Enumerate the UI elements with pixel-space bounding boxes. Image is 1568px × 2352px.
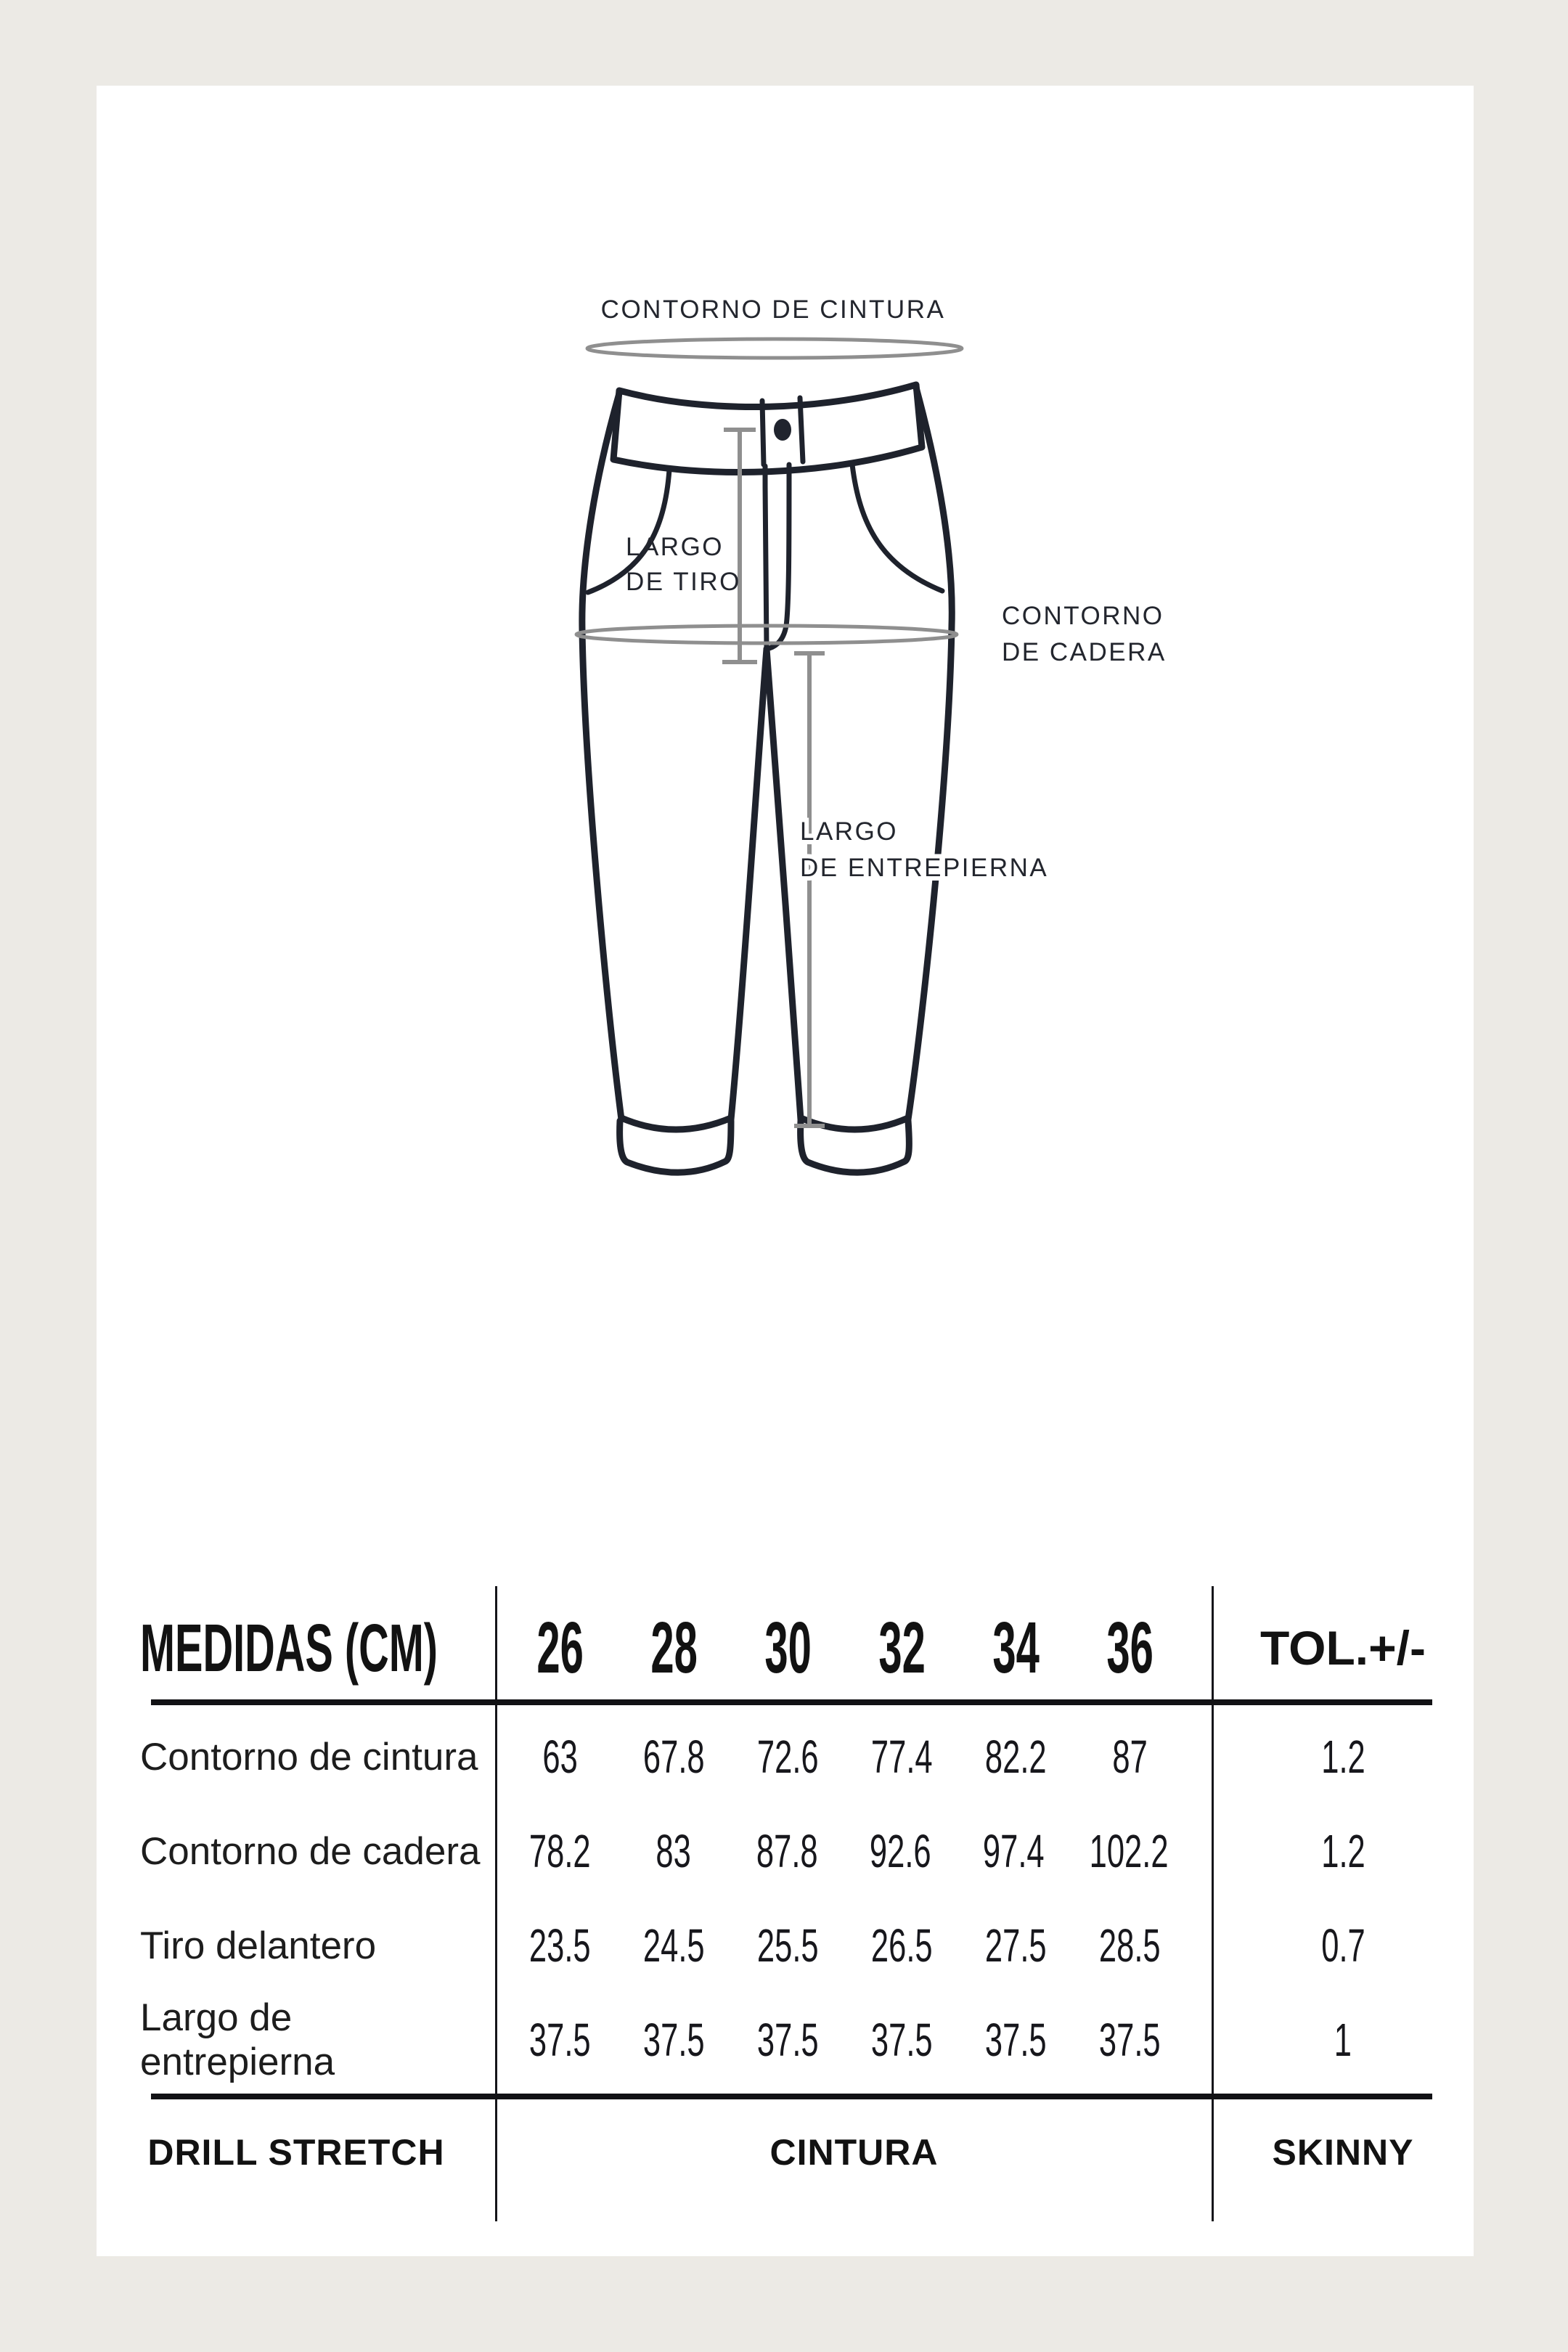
table-row xyxy=(97,1902,1474,1989)
table-header-row xyxy=(97,1590,1474,1706)
inseam-label-line2: DE ENTREPIERNA xyxy=(800,854,1049,882)
size-column-header: 32 xyxy=(878,1606,926,1689)
measure-row-label: Contorno de cintura xyxy=(140,1735,478,1779)
size-value-cell: 97.4 xyxy=(983,1825,1045,1877)
table-row xyxy=(97,1713,1474,1800)
size-value-cell: 37.5 xyxy=(757,2014,819,2066)
hip-label-line1: CONTORNO xyxy=(1002,602,1164,630)
size-value-cell: 26.5 xyxy=(871,1919,933,1972)
table-title: MEDIDAS (CM) xyxy=(140,1609,438,1686)
measure-row-values xyxy=(496,1824,1212,1878)
fly-placket-line xyxy=(800,398,803,462)
size-value-cell: 27.5 xyxy=(985,1919,1047,1972)
size-value-cell: 72.6 xyxy=(757,1731,819,1783)
pants-measurement-diagram xyxy=(472,218,1198,1198)
inner-seam-right xyxy=(767,649,801,1119)
size-value-cell: 37.5 xyxy=(529,2014,591,2066)
outer-seam-right xyxy=(908,388,952,1119)
hip-label-line2: DE CADERA xyxy=(1002,638,1167,666)
measure-row-label: Largo de entrepierna xyxy=(140,1996,335,2083)
fit-label: SKINNY xyxy=(1272,2132,1414,2173)
size-columns-header xyxy=(496,1606,1212,1690)
inseam-label-line1: LARGO xyxy=(800,817,899,846)
table-row xyxy=(97,1808,1474,1895)
table-footer-row xyxy=(97,2109,1474,2196)
table-row xyxy=(97,1996,1474,2083)
measure-row-values xyxy=(496,1730,1212,1784)
tolerance-value-cell: 1 xyxy=(1334,2014,1352,2066)
size-value-cell: 77.4 xyxy=(871,1731,933,1783)
fly-placket-line xyxy=(762,401,764,465)
pants-outline xyxy=(582,385,952,1172)
tolerance-value-cell: 1.2 xyxy=(1320,1825,1365,1877)
size-value-cell: 25.5 xyxy=(757,1919,819,1972)
size-value-cell: 87 xyxy=(1112,1731,1148,1783)
size-value-cell: 67.8 xyxy=(643,1731,705,1783)
measure-row-values xyxy=(496,1919,1212,1972)
waist-measure-ellipse xyxy=(587,339,962,358)
size-value-cell: 23.5 xyxy=(529,1919,591,1972)
fabric-label: DRILL STRETCH xyxy=(147,2132,445,2173)
waistband xyxy=(613,385,922,472)
waist-label: CONTORNO DE CINTURA xyxy=(600,295,946,324)
size-value-cell: 37.5 xyxy=(985,2014,1047,2066)
size-value-cell: 78.2 xyxy=(528,1825,591,1877)
size-column-header: 26 xyxy=(536,1606,584,1689)
tolerance-value-cell: 0.7 xyxy=(1320,1919,1365,1972)
tolerance-column-header: TOL.+/- xyxy=(1260,1621,1426,1675)
rise-label-line1: LARGO xyxy=(626,533,724,561)
size-value-cell: 82.2 xyxy=(985,1731,1047,1783)
size-value-cell: 102.2 xyxy=(1089,1825,1169,1877)
measure-row-label: Contorno de cadera xyxy=(140,1829,481,1873)
tolerance-value-cell: 1.2 xyxy=(1320,1731,1365,1783)
size-value-cell: 87.8 xyxy=(756,1825,818,1877)
measure-row-label: Tiro delantero xyxy=(140,1924,377,1967)
waist-button xyxy=(774,419,791,441)
size-guide-card xyxy=(97,86,1474,2256)
size-value-cell: 63 xyxy=(542,1731,578,1783)
size-column-header: 34 xyxy=(992,1606,1040,1689)
size-column-header: 30 xyxy=(764,1606,812,1689)
size-value-cell: 37.5 xyxy=(871,2014,933,2066)
fit-point-label: CINTURA xyxy=(769,2132,939,2173)
measure-row-values xyxy=(496,2013,1212,2067)
outer-seam-left xyxy=(582,393,621,1119)
size-column-header: 28 xyxy=(650,1606,698,1689)
fly-stitch xyxy=(767,465,789,649)
pocket-curve-right xyxy=(852,465,942,591)
size-column-header: 36 xyxy=(1106,1606,1153,1689)
size-value-cell: 28.5 xyxy=(1099,1919,1161,1972)
size-value-cell: 92.6 xyxy=(869,1825,931,1877)
table-rule-above-footer xyxy=(151,2094,1432,2099)
size-value-cell: 24.5 xyxy=(643,1919,705,1972)
size-value-cell: 37.5 xyxy=(643,2014,705,2066)
inner-seam-left xyxy=(731,649,767,1119)
cuff-left xyxy=(620,1118,731,1172)
center-seam xyxy=(765,466,767,649)
rise-label-line2: DE TIRO xyxy=(626,568,741,596)
size-value-cell: 83 xyxy=(656,1825,691,1877)
size-value-cell: 37.5 xyxy=(1099,2014,1161,2066)
